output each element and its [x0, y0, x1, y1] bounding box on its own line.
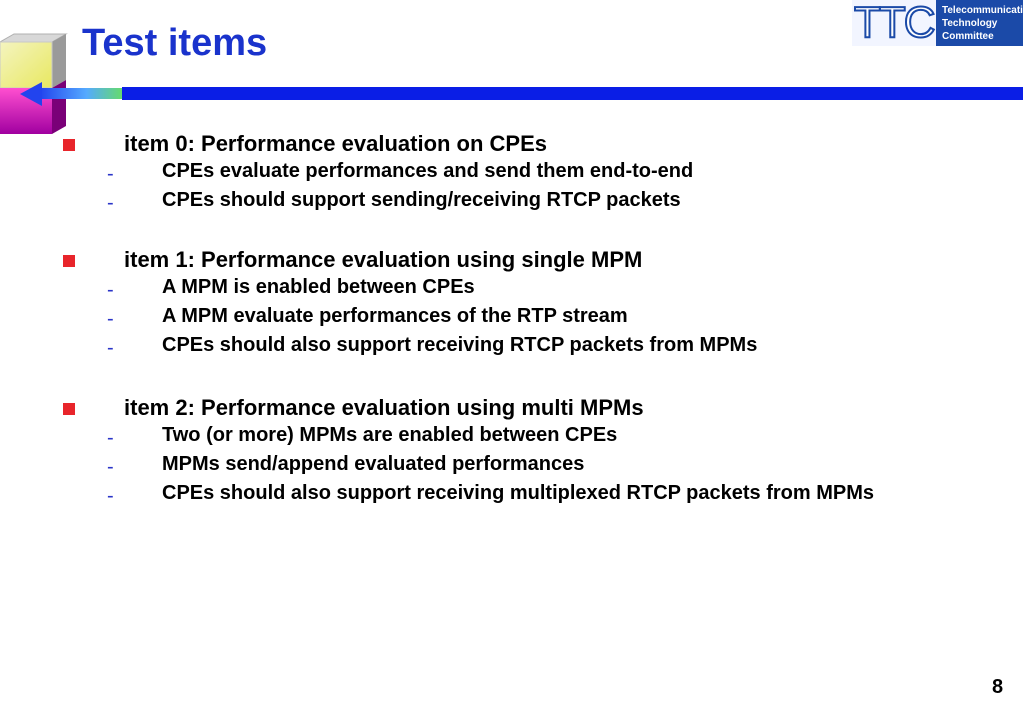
bullet-square-icon [63, 139, 75, 151]
logo-letters: TTC [854, 0, 934, 47]
item-0-subitem-1: CPEs should support sending/receiving RTCP packets [162, 189, 681, 211]
dash-icon: - [107, 163, 114, 185]
dash-icon: - [107, 279, 114, 301]
item-1-subitem-2: CPEs should also support receiving RTCP packets from MPMs [162, 334, 758, 356]
slide-title: Test items [82, 22, 268, 64]
dash-icon: - [107, 427, 114, 449]
item-2-label: item 2: Performance evaluation using multi MPMs [124, 395, 644, 420]
item-0-label: item 0: Performance evaluation on CPEs [124, 131, 548, 156]
item-0-subitem-0: CPEs evaluate performances and send them end-to-end [162, 160, 694, 182]
dash-icon: - [107, 485, 114, 507]
dash-icon: - [107, 337, 114, 359]
item-1-subitem-1: A MPM evaluate performances of the RTP stream [162, 305, 628, 327]
dash-icon: - [107, 308, 114, 330]
bullet-square-icon [63, 255, 75, 267]
item-1-subitem-0: A MPM is enabled between CPEs [162, 276, 475, 298]
logo-line-2: Technology [942, 18, 998, 29]
dash-icon: - [107, 456, 114, 478]
item-2-subitem-1: MPMs send/append evaluated performances [162, 453, 585, 475]
item-1-label: item 1: Performance evaluation using single MPM [124, 247, 643, 272]
item-2-subitem-0: Two (or more) MPMs are enabled between CPEs [162, 424, 618, 446]
dash-icon: - [107, 192, 114, 214]
logo-line-1: Telecommunication [942, 5, 1035, 16]
logo-line-3: Committee [942, 31, 994, 42]
page-number: 8 [992, 676, 1004, 698]
item-2-subitem-2: CPEs should also support receiving multiplexed RTCP packets from MPMs [162, 482, 875, 504]
bullet-square-icon [63, 403, 75, 415]
